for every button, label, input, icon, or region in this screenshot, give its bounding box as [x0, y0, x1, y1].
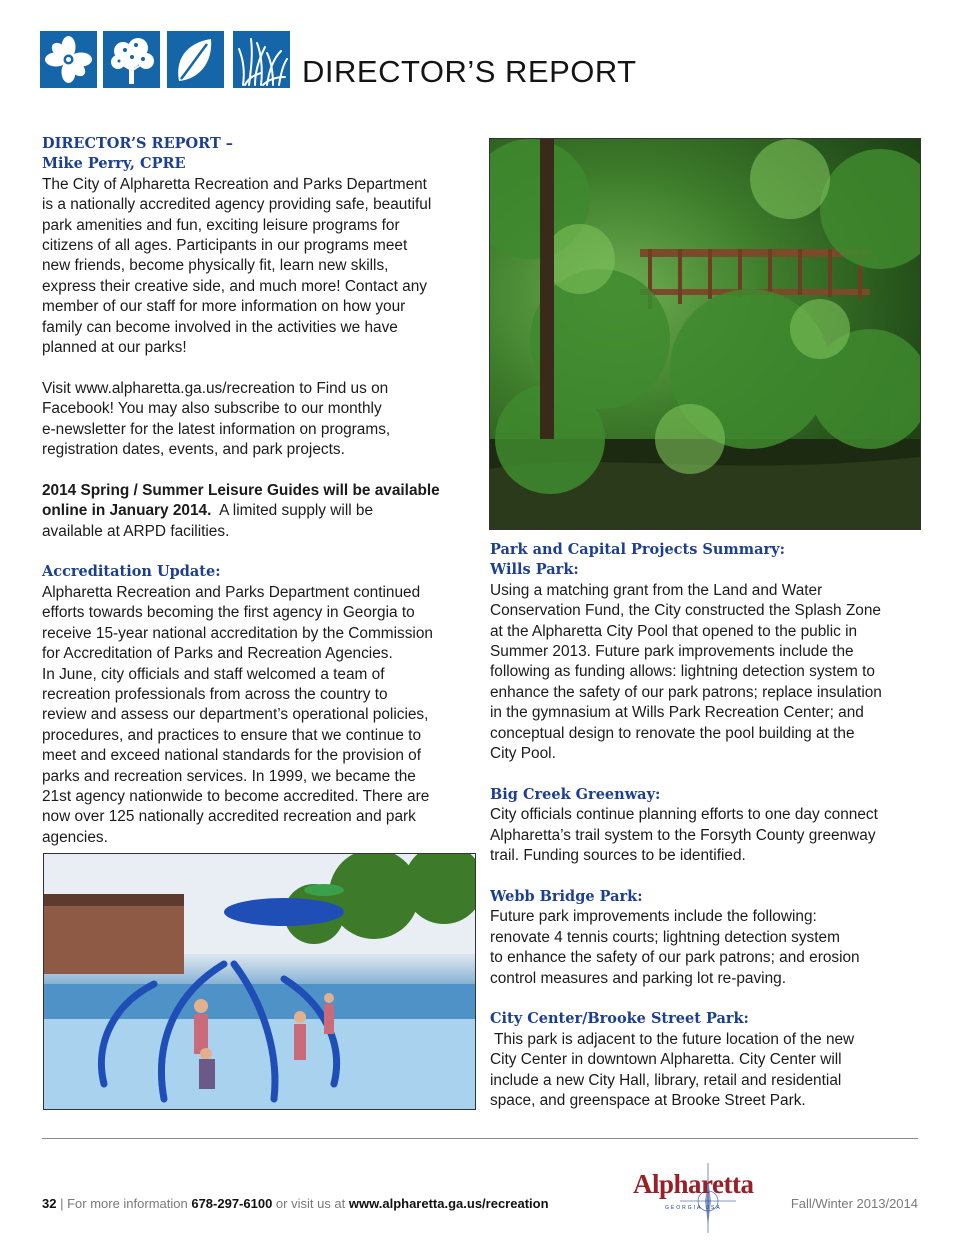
text-line: procedures, and practices to ensure that we continue to — [42, 726, 422, 744]
text-line: registration dates, events, and park projects. — [42, 441, 345, 459]
text-line: efforts towards becoming the first agency in Georgia to — [42, 604, 415, 622]
text-line: 21st agency nationwide to become accredited. There are — [42, 787, 430, 805]
text-line: 2014 Spring / Summer Leisure Guides will be available — [42, 481, 440, 499]
text-line: park amenities and fun, exciting leisure programs for — [42, 216, 400, 234]
text-line: trail. Funding sources to be identified. — [490, 847, 746, 865]
leisure-guide-paragraph — [42, 481, 472, 542]
text-line: for Accreditation of Parks and Recreation Agencies. — [42, 645, 393, 663]
page-number: 32 — [42, 1196, 57, 1211]
bridge-photo — [489, 138, 921, 530]
text-line: Visit www.alpharetta.ga.us/recreation to Find us on — [42, 379, 389, 397]
accreditation-paragraph — [42, 583, 472, 848]
webb-bridge-heading: Webb Bridge Park: — [490, 887, 643, 905]
wills-park-heading: Wills Park: — [490, 561, 579, 579]
footer-info-text: For more information — [67, 1196, 192, 1211]
text-line: planned at our parks! — [42, 339, 187, 357]
logo-subtitle: GEORGIA USA — [665, 1205, 722, 1211]
text-line: at the Alpharetta City Pool that opened to the public in — [490, 622, 858, 640]
text-line: recreation professionals from across the country to — [42, 685, 388, 703]
webb-bridge-paragraph — [490, 907, 922, 989]
text-line: new friends, become physically fit, learn new skills, — [42, 257, 389, 275]
text-line: parks and recreation services. In 1999, we became the — [42, 767, 416, 785]
text-line: Alpharetta Recreation and Parks Department continued — [42, 583, 421, 601]
leaf-icon — [167, 31, 224, 88]
text-line: Facebook! You may also subscribe to our monthly — [42, 400, 382, 418]
guide-bold-text: online in January 2014. — [42, 502, 212, 520]
projects-summary-heading: Park and Capital Projects Summary: — [490, 541, 785, 558]
text-line: enhance the safety of our park patrons; replace insulation — [490, 683, 882, 701]
text-line: citizens of all ages. Participants in our programs meet — [42, 237, 408, 255]
footer-separator: | — [56, 1196, 68, 1211]
tree-icon — [103, 31, 160, 88]
footer-url-link[interactable]: www.alpharetta.ga.us/recreation — [348, 1196, 549, 1211]
big-creek-heading: Big Creek Greenway: — [490, 785, 661, 803]
splash-zone-photo — [43, 853, 476, 1110]
text-line: express their creative side, and much more! Contact any — [42, 277, 427, 295]
accreditation-heading: Accreditation Update: — [42, 563, 221, 581]
text-line: renovate 4 tennis courts; lightning detection system — [490, 928, 840, 946]
footer-info — [42, 1196, 549, 1211]
text-line: control measures and parking lot re-paving. — [490, 969, 786, 987]
text-line: in the gymnasium at Wills Park Recreation Center; and — [490, 704, 864, 722]
right-column — [490, 540, 922, 1111]
directors-report-heading: DIRECTOR’S REPORT – — [42, 135, 234, 152]
logo-word: Alpharetta — [633, 1169, 754, 1199]
flower-icon — [40, 31, 97, 88]
visit-paragraph — [42, 379, 472, 461]
footer-divider — [42, 1138, 918, 1139]
left-column — [42, 134, 472, 848]
text-line: Using a matching grant from the Land and Water — [490, 581, 823, 599]
page-title: DIRECTOR’S REPORT — [302, 54, 637, 89]
text-line: space, and greenspace at Brooke Street Park. — [490, 1091, 806, 1109]
text-line: is a nationally accredited agency providing safe, beautiful — [42, 196, 432, 214]
footer-phone: 678-297-6100 — [191, 1196, 273, 1211]
text-line: The City of Alpharetta Recreation and Parks Department — [42, 175, 427, 193]
text-line: City officials continue planning efforts to one day connect — [490, 806, 878, 824]
text-line — [42, 501, 472, 521]
author-heading: Mike Perry, CPRE — [42, 155, 186, 173]
text-line: Future park improvements include the following: — [490, 908, 817, 926]
guide-rest-text: A limited supply will be — [211, 502, 374, 520]
city-center-paragraph — [490, 1030, 922, 1112]
text-line: available at ARPD facilities. — [42, 522, 230, 540]
text-line: member of our staff for more information on how your — [42, 298, 406, 316]
text-line: City Center in downtown Alpharetta. City Center will — [490, 1051, 842, 1069]
text-line: include a new City Hall, library, retail and residential — [490, 1071, 842, 1089]
text-line: to enhance the safety of our park patrons; and erosion — [490, 949, 860, 967]
alpharetta-logo — [625, 1163, 754, 1233]
text-line: family can become involved in the activities we have — [42, 318, 398, 336]
city-center-heading: City Center/Brooke Street Park: — [490, 1010, 749, 1028]
text-line: agencies. — [42, 828, 108, 846]
text-line: In June, city officials and staff welcomed a team of — [42, 665, 385, 683]
text-line: Alpharetta’s trail system to the Forsyth County greenway — [490, 826, 876, 844]
wills-park-paragraph — [490, 581, 922, 765]
grass-icon — [233, 31, 290, 88]
footer-season: Fall/Winter 2013/2014 — [790, 1196, 918, 1211]
text-line: conceptual design to renovate the pool building at the — [490, 724, 855, 742]
text-line: receive 15-year national accreditation by the Commission — [42, 624, 433, 642]
text-line: e-newsletter for the latest information on programs, — [42, 420, 391, 438]
text-line: following as funding allows: lightning detection system to — [490, 663, 875, 681]
footer-visit-text: or visit us at — [272, 1196, 349, 1211]
text-line: City Pool. — [490, 745, 556, 763]
intro-paragraph — [42, 175, 472, 359]
text-line: Summer 2013. Future park improvements include the — [490, 643, 854, 661]
text-line: This park is adjacent to the future location of the new — [490, 1030, 855, 1048]
text-line: meet and exceed national standards for the provision of — [42, 747, 422, 765]
text-line: Conservation Fund, the City constructed the Splash Zone — [490, 602, 881, 620]
big-creek-paragraph — [490, 805, 922, 866]
text-line: review and assess our department’s operational policies, — [42, 706, 429, 724]
text-line: now over 125 nationally accredited recreation and park — [42, 808, 416, 826]
